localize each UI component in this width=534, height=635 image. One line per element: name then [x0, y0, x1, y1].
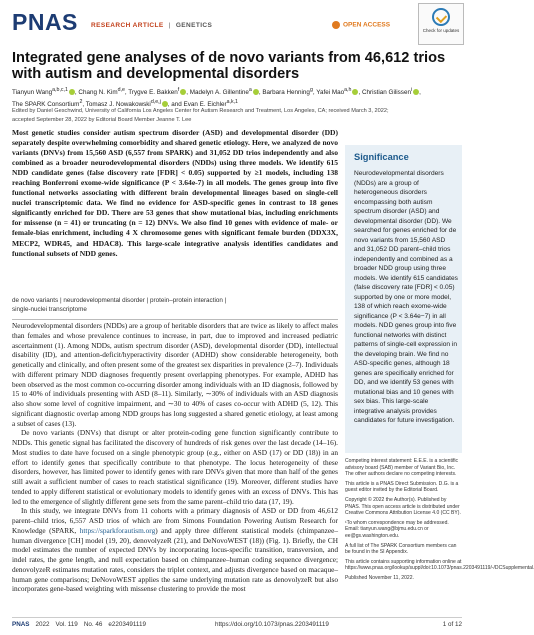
author-name[interactable]: , Trygve E. Bakken [124, 89, 178, 97]
edited-by-line: Edited by Daniel Geschwind, University of California Los Angeles Center for Autism Research and Treatment, Los Angeles, CA; received March 3, 2022; [12, 108, 389, 114]
footer-journal: PNAS [12, 621, 30, 628]
author-name[interactable]: The SPARK Consortium [12, 100, 80, 108]
note-published: Published November 11, 2022. [345, 574, 414, 581]
tag-separator: | [168, 22, 171, 29]
footer-issue: No. 46 [83, 621, 103, 628]
author-affil: 2 [79, 98, 83, 105]
keywords [12, 296, 338, 320]
citation-info [12, 621, 152, 628]
author-affil: f [177, 87, 180, 93]
significance-heading: Significance [354, 152, 409, 162]
note-correspondence[interactable]: ¹To whom correspondence may be addressed. Email: tianyun.wang@bjmu.edu.cn or ee@gs.washington.edu. [345, 519, 449, 539]
author-affil: d,e [117, 87, 125, 93]
author-name[interactable]: , and Evan E. Eichler [167, 100, 227, 108]
keywords-line: de novo variants | neurodevelopmental disorder | protein–protein interaction | [12, 297, 227, 304]
tag-genetics[interactable]: GENETICS [175, 22, 213, 29]
keywords-line: single-nuclei transcriptome [12, 306, 87, 313]
spark-link[interactable]: https://sparkforautism.org [79, 525, 156, 535]
body-text-segment: In this study, we integrate DNVs from 11 cohorts with a primary diagnosis of ASD or DD from 46,612 parent–child trios, 6,557 ASD trios of which are from Simons Foundation Powering Autism Research for Knowledge (SPARK, [12, 506, 338, 535]
author-name[interactable]: , Tomasz J. Nowakowski [82, 100, 151, 108]
body-paragraph: Neurodevelopmental disorders (NDDs) are a group of heritable disorders that are twice as likely to affect males than females and whose prevalence continues to increase, in part, due to improved and increased pediatric ascertainment (1). Among NDDs, autism spectrum disorder (ASD), developmental disorder (DD), intellectual disability (ID), and attention-deficit/hyperactivity disorder (ADHD) show considerable heterogeneity, both genetically and clinically, and often present some of the greatest sex disparities in prevalence (2–7). Individuals with different primary NDD diagnoses frequently present overlapping phenotypes. For example, ADHD has been observed as the most common co-occurring disorder among individuals with an ID diagnosis, followed by 15 to 40% of individuals presenting with ASD (8–11). Similarly, ∼30% of individuals with an ASD diagnosis also show some level of cognitive impairment, and ∼30 to 40% of cases co-occur with ADHD (5, 12). This significant diagnostic overlap among NDD groups has long suggested a shared genetic etiology, at least among a subset of cases (13). [12, 321, 338, 428]
footer-article-id: e2203491119 [108, 621, 146, 628]
check-updates-icon [432, 8, 450, 26]
author-affil: a [248, 87, 252, 93]
tag-research-article[interactable]: RESEARCH ARTICLE [91, 22, 164, 29]
check-updates-badge[interactable] [418, 3, 464, 45]
significance-text: Neurodevelopmental disorders (NDDs) are a group of heterogeneous disorders encompassing both autism spectrum disorder (ASD) and developmental disorder (DD). We searched for genes enriched for de novo variants from 15,560 ASD and 31,052 DD parent–child trios independently and combined as a broader NDD group using three models. We identify 615 candidates (false discovery rate [FDR] < 0.05) supported by one or more model, 138 of which reach exome-wide significance (P < 3.64e−7) in all models. NDD genes group into five functional networks with distinct patterns of single-cell expression in the developing brain. We find no ASD-specific genes, although 18 genes are specifically enriched for DD, and we identify 53 genes with mutational bias and 10 genes with sex bias. This large-scale integrative analysis provides candidates for future investigation. [354, 170, 458, 424]
author-list [12, 86, 462, 109]
page-header [0, 0, 474, 46]
author-name[interactable]: , Yafei Mao [312, 89, 345, 97]
main-text [12, 321, 338, 594]
body-paragraph [12, 506, 338, 594]
note-supporting-info[interactable]: This article contains supporting information online at https://www.pnas.org/lookup/suppl/doi:10.1073/pnas.2203491119/-/DCSupplemental. [345, 558, 534, 572]
author-affil: a,k,1 [226, 98, 238, 105]
author-affil: a,h [344, 87, 352, 93]
footer-doi[interactable]: https://doi.org/10.1073/pnas.2203491119 [215, 621, 329, 628]
body-text-segment: ) and apply three different statistical models (chimpanzee–human divergence [CH] model (19, 20), denovolyzeR (21), and DeNovoWEST (18)) (Fig. 1). Briefly, the CH model estimates the number of expected DNVs by incorporating locus-specific transition, transversion, and indel rates, the gene length, and null expectation based on chimpanzee–human coding sequence divergence; denovolyzeR estimates mutation rates, considers the triplet context, and adjusts divergence based on macaque–human gene comparisons; DeNovoWEST applies the same underlying mutation rate as denovolyzeR but also incorporates gene-based weighting with missense clustering to provide the most [12, 525, 338, 594]
open-access-label: OPEN ACCESS [343, 21, 391, 29]
open-access-icon [332, 21, 340, 29]
author-affil: g [309, 87, 313, 93]
footer-volume: Vol. 119 [55, 621, 78, 628]
footer-year: 2022 [35, 621, 50, 628]
open-access-badge[interactable] [332, 21, 390, 29]
journal-logo[interactable]: PNAS [12, 9, 78, 35]
note-copyright[interactable]: Copyright © 2022 the Author(s). Published by PNAS. This open access article is distributed under Creative Commons Attribution License 4.0 (CC BY). [345, 496, 461, 517]
author-affil: i [410, 87, 413, 93]
article-notes [345, 458, 534, 585]
check-updates-label: Check for updates [422, 28, 460, 33]
page-footer [12, 617, 462, 630]
author-affil: a,b,c,1 [52, 87, 68, 93]
abstract: Most genetic studies consider autism spectrum disorder (ASD) and developmental disorder (DD) separately despite overwhelming comorbidity and shared genetic etiology. Here, we analyzed de novo variants (DNVs) from 15,560 ASD (6,557 from SPARK) and 31,052 DD trios independently and also combined as a broader neurodevelopmental disorders (NDDs) using three models. We identify 615 NDD candidate genes (false discovery rate [FDR] < 0.05) supported by ≥1 models, including 138 reaching Bonferroni exome-wide significance (P < 3.64e-7) in all models. The genes group into five functional networks associating with different brain developmental lineages based on single-cell nuclei transcriptomic data. We find no evidence for ASD-specific genes in contrast to 18 genes significantly enriched for DD. There are 53 genes that show mutational bias, including enrichments for missense (n = 41) or truncating (n = 12) DNVs. We also find 10 genes with evidence of male- or female-bias enrichment, including 4 X chromosome genes with significant female burden (DDX3X, MECP2, WDR45, and HDAC8). This large-scale integrative analysis identifies candidates and functional subsets of NDD genes. [12, 128, 338, 258]
author-name[interactable]: , Chang N. Kim [74, 89, 118, 97]
footer-page-number: 1 of 12 [442, 621, 462, 628]
editorial-info [12, 107, 462, 124]
note-competing-interest: Competing interest statement: E.E.E. is a scientific advisory board (SAB) member of Variant Bio, Inc. The other authors declare no competing interests. [345, 458, 459, 478]
accepted-line: accepted September 28, 2022 by Editorial Board Member Jeanne T. Lee [12, 116, 192, 123]
author-name[interactable]: , Madelyn A. Gillentine [186, 89, 249, 97]
article-title: Integrated gene analyses of de novo variants from 46,612 trios with autism and developmental disorders [12, 50, 446, 82]
author-affil: d,e,j [150, 98, 161, 105]
author-name[interactable]: , Christian Gilissen [358, 89, 411, 97]
author-name[interactable]: Tianyun Wang [12, 89, 53, 97]
body-paragraph: De novo variants (DNVs) that disrupt or alter protein-coding gene function significantly contribute to NDDs. This genetic signal has facilitated the discovery of hundreds of risk genes over the last decade (14–16). Most studies to date have focused on a single phenotypic group (e.g., either on ASD (17) or DD (18)) in an effort to identify genes that specifically contribute to that phenotype. The locus heterogeneity of these disorders, however, has limited power to identify genes with rare DNVs given that more than half of the genes still await a sufficient number of cases to reach statistical significance (19). Moreover, different studies have tended to apply different statistical or evolutionary models to identify genes with an excess of DNVs. This has led to the emergence of slightly different gene sets from the same parent–child trio data (17, 19). [12, 428, 338, 506]
note-consortium[interactable]: A full list of The SPARK Consortium members can be found in the SI Appendix. [345, 542, 457, 556]
article-tags [91, 22, 212, 29]
author-name[interactable]: , Barbara Henning [258, 89, 310, 97]
note-direct-submission: This article is a PNAS Direct Submission. D.G. is a guest editor invited by the Editorial Board. [345, 480, 459, 494]
author-separator: , [419, 89, 421, 97]
